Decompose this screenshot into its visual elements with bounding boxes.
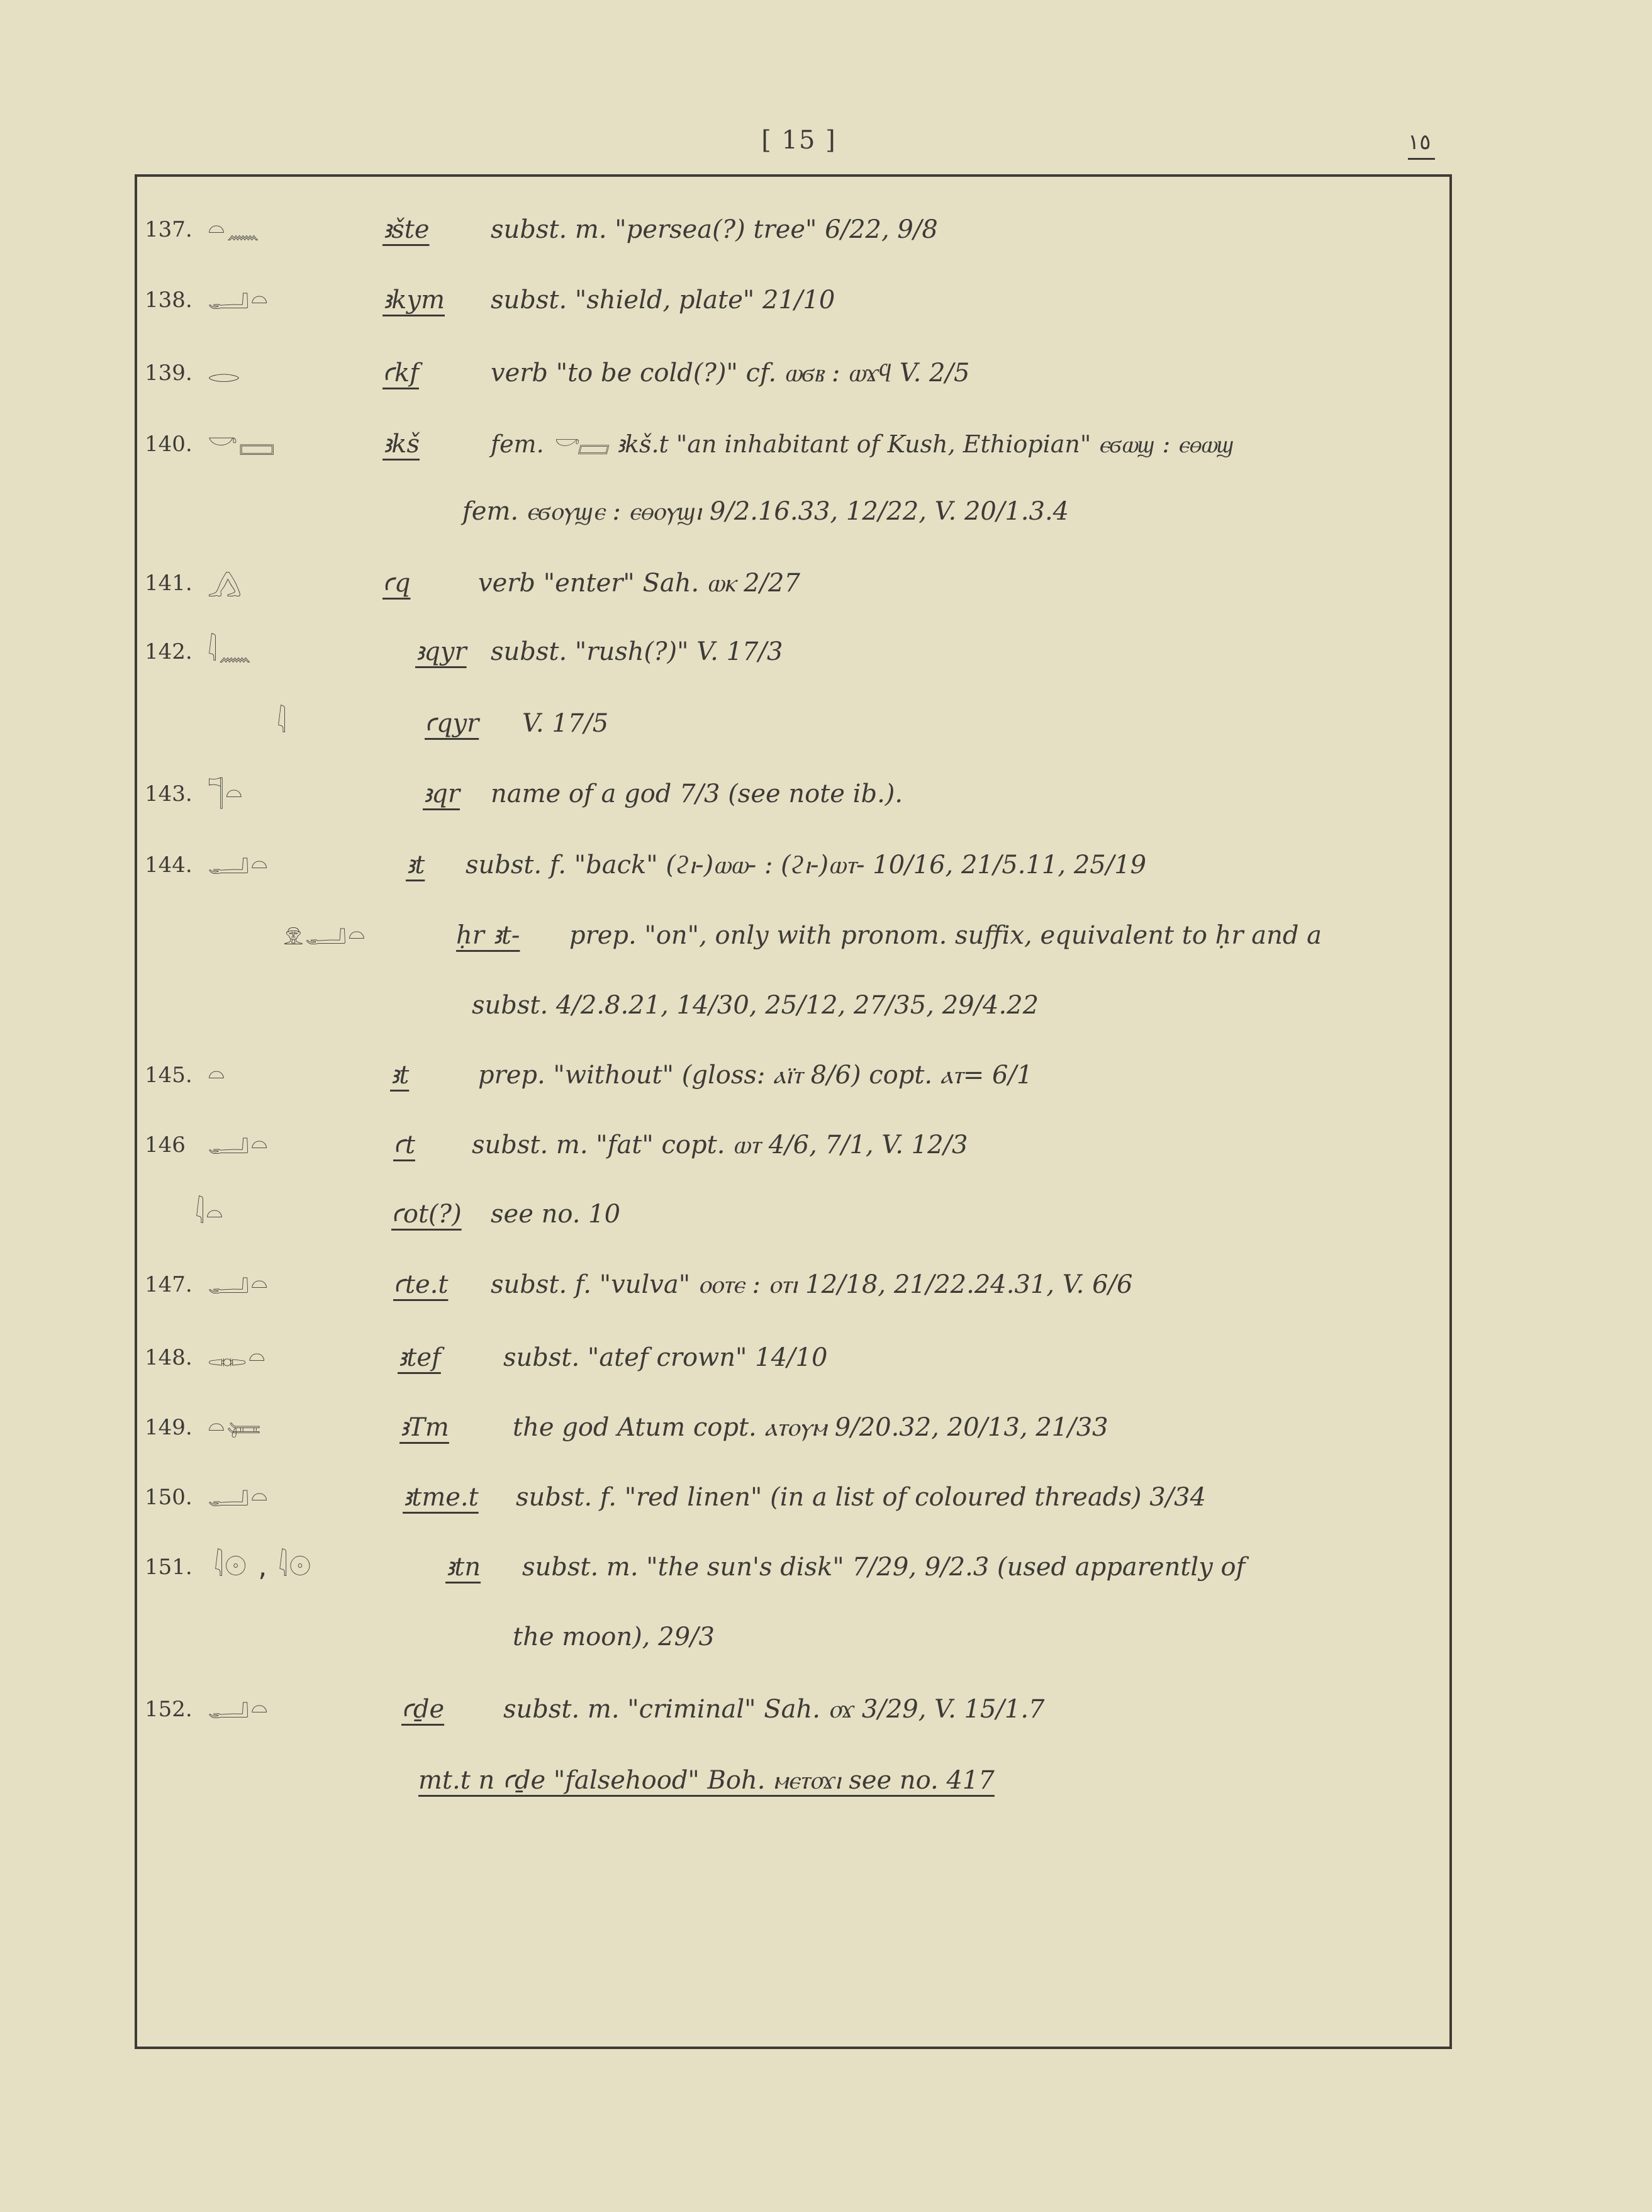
entry-number: 151. <box>145 1555 193 1580</box>
entry-142-variant <box>0 698 1652 749</box>
entry-141 <box>0 558 1652 608</box>
definition: subst. f. "vulva" ⲟⲟⲧⲉ : ⲟⲧⲓ 12/18, 21/22.24.31, V. 6/6 <box>491 1270 1133 1299</box>
demotic-glyph: 𓂝𓏏 <box>208 1268 270 1300</box>
entry-number: 140. <box>145 432 193 457</box>
entry-149 <box>0 1402 1652 1453</box>
entry-151 <box>0 1542 1652 1592</box>
entry-number: 144. <box>145 852 193 878</box>
entry-number: 139. <box>145 360 193 386</box>
transliteration: ꜣtme.t <box>403 1483 479 1512</box>
entry-152 <box>0 1684 1652 1734</box>
entry-144 <box>0 840 1652 890</box>
entry-number: 149. <box>145 1415 193 1440</box>
entry-144-continuation <box>0 980 1652 1031</box>
transliteration: ḥr ꜣt- <box>456 921 520 950</box>
entry-number: 142. <box>145 639 193 664</box>
definition: subst. "rush(?)" V. 17/3 <box>491 637 783 666</box>
entry-148 <box>0 1332 1652 1383</box>
transliteration: ꜣqyr <box>415 637 467 666</box>
entry-145 <box>0 1050 1652 1100</box>
transliteration: ꜣt <box>390 1061 410 1090</box>
demotic-glyph: 𓏏𓈖 <box>208 213 261 245</box>
demotic-glyph: 𓋊𓏏 <box>208 1341 267 1373</box>
definition: subst. "shield, plate" 21/10 <box>491 286 835 315</box>
entry-number: 143. <box>145 781 193 807</box>
demotic-glyph: 𓇋𓈖 <box>208 635 253 668</box>
demotic-glyph: 𓁷𓂝𓏏 <box>283 919 367 951</box>
definition-continuation: subst. 4/2.8.21, 14/30, 25/12, 27/35, 29/4.22 <box>472 991 1039 1020</box>
entry-139 <box>0 348 1652 398</box>
definition: subst. m. "persea(?) tree" 6/22, 9/8 <box>491 215 938 244</box>
definition: subst. m. "the sun's disk" 7/29, 9/2.3 (used apparently of <box>522 1553 1246 1582</box>
entry-number: 146 <box>145 1132 186 1158</box>
transliteration: ꜣtef <box>398 1343 441 1372</box>
demotic-glyph: 𓎡𓈙 <box>208 428 276 460</box>
definition: the god Atum copt. ⲁⲧⲟⲩⲙ 9/20.32, 20/13, 21/33 <box>513 1413 1108 1442</box>
entry-152-continuation <box>0 1755 1652 1806</box>
entry-142 <box>0 627 1652 677</box>
entry-number: 152. <box>145 1697 193 1722</box>
entry-number: 147. <box>145 1272 193 1297</box>
definition: prep. "on", only with pronom. suffix, equivalent to ḥr and a <box>569 921 1322 950</box>
transliteration: ꜥḏe <box>401 1695 445 1724</box>
entry-140-continuation <box>0 486 1652 537</box>
transliteration: ꜥq <box>382 569 411 598</box>
entry-140 <box>0 419 1652 469</box>
corner-mark: ١٥ <box>1408 130 1431 155</box>
demotic-glyph: 𓂝𓏏 <box>208 1129 270 1161</box>
definition: subst. m. "fat" copt. ⲱⲧ 4/6, 7/1, V. 12/3 <box>472 1131 968 1159</box>
entry-146 <box>0 1120 1652 1170</box>
definition-continuation: fem. ⲉϭⲟⲩϣⲉ : ⲉⲑⲟⲩϣⲓ 9/2.16.33, 12/22, V. 20/1.3.4 <box>462 497 1069 526</box>
entry-151-continuation <box>0 1612 1652 1662</box>
definition: verb "to be cold(?)" cf. ⲱϭⲃ : ⲱϫϥ V. 2/5 <box>491 359 970 388</box>
transliteration: ꜣkš <box>382 430 420 459</box>
transliteration: ꜥkf <box>382 359 419 388</box>
demotic-glyph: 𓇋𓇳 , 𓇋𓇳 <box>214 1551 313 1583</box>
definition: verb "enter" Sah. ⲱⲕ 2/27 <box>478 569 800 598</box>
entry-number: 137. <box>145 217 193 242</box>
entry-150 <box>0 1472 1652 1522</box>
definition: fem. 𓎡𓈙 ꜣkš.t "an inhabitant of Kush, Ethiopian" ⲉϭⲱϣ : ⲉⲑⲱϣ <box>491 430 1234 458</box>
demotic-glyph: 𓂝𓏏 <box>208 849 270 881</box>
demotic-glyph: 𓂝𓏏 <box>208 1693 270 1725</box>
transliteration: ꜣqr <box>423 779 460 808</box>
definition: V. 17/5 <box>522 709 609 738</box>
demotic-glyph: 𓇋𓏏 <box>195 1198 225 1230</box>
transliteration: ꜥqyr <box>425 709 479 738</box>
demotic-glyph: 𓇋 <box>277 707 288 739</box>
entry-number: 150. <box>145 1485 193 1510</box>
entry-137 <box>0 204 1652 255</box>
definition: subst. m. "criminal" Sah. ⲟϫ 3/29, V. 15/1.7 <box>503 1695 1045 1724</box>
definition-continuation: mt.t n ꜥḏe "falsehood" Boh. ⲙⲉⲧⲟϫⲓ see no. 417 <box>418 1766 995 1795</box>
definition: subst. f. "back" (ϩⲓ-)ⲱⲱ- : (ϩⲓ-)ⲱⲧ- 10/16, 21/5.11, 25/19 <box>466 851 1147 880</box>
definition: subst. f. "red linen" (in a list of coloured threads) 3/34 <box>516 1483 1207 1512</box>
entry-number: 141. <box>145 571 193 596</box>
demotic-glyph: 𓂝𓏏 <box>208 1481 270 1513</box>
transliteration: ꜣtn <box>445 1553 481 1582</box>
demotic-glyph: 𓏏 <box>208 1059 226 1091</box>
definition: subst. "atef crown" 14/10 <box>503 1343 828 1372</box>
entry-138 <box>0 275 1652 325</box>
transliteration: ꜣt <box>406 851 425 880</box>
definition: see no. 10 <box>491 1200 621 1229</box>
entry-146-variant <box>0 1189 1652 1239</box>
transliteration: ꜣkym <box>382 286 445 315</box>
demotic-glyph: 𓏏𓍃 <box>208 1411 262 1443</box>
entry-144-prep <box>0 910 1652 961</box>
definition: name of a god 7/3 (see note ib.). <box>491 779 903 808</box>
demotic-glyph: 𓂋 <box>208 357 242 389</box>
entry-143 <box>0 769 1652 819</box>
entry-number: 148. <box>145 1345 193 1370</box>
definition-continuation: the moon), 29/3 <box>513 1623 715 1651</box>
transliteration: ꜥot(?) <box>391 1200 462 1229</box>
demotic-glyph: 𓂝𓏏 <box>208 284 270 316</box>
entry-number: 145. <box>145 1063 193 1088</box>
entry-147 <box>0 1260 1652 1310</box>
transliteration: ꜣTm <box>399 1413 449 1442</box>
transliteration: ꜥte.t <box>393 1270 449 1299</box>
demotic-glyph: 𓂻 <box>208 567 243 599</box>
definition: prep. "without" (gloss: ⲁⲓ̈ⲧ 8/6) copt. ⲁⲧ= 6/1 <box>478 1061 1033 1090</box>
demotic-glyph: 𓊹𓏏 <box>208 778 244 810</box>
transliteration: ꜥt <box>393 1131 415 1159</box>
transliteration: ꜣšte <box>382 215 430 244</box>
entry-number: 138. <box>145 288 193 313</box>
page-number: [ 15 ] <box>761 126 837 155</box>
